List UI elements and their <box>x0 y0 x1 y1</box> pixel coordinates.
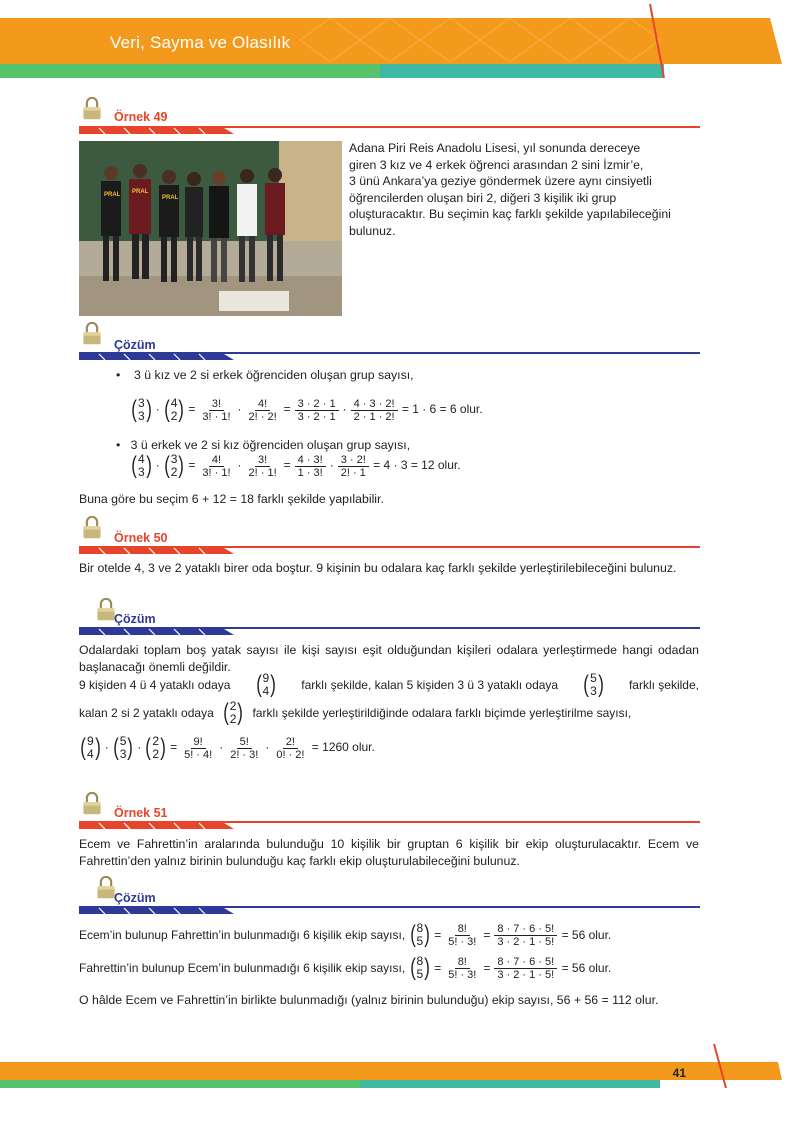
fraction: $\frac{4 \cdot 3!}{1 \cdot 3!}$ <box>295 454 326 479</box>
binomial: ( 2 2 ) <box>222 699 244 726</box>
example-51-title: Örnek 51 <box>114 806 168 820</box>
binomial: ( 4 3 ) <box>131 452 152 479</box>
binomial: ( 2 2 ) <box>145 734 166 761</box>
shirt-text: PRAL <box>104 192 121 198</box>
fraction: $\frac{9!}{5! \cdot 4!}$ <box>184 735 213 761</box>
bullet-2: • 3 ü erkek ve 2 si kız öğrenciden oluşan grup sayısı, <box>116 438 411 452</box>
formula-result: = 56 olur. <box>561 961 612 975</box>
bullet-1: • 3 ü kız ve 2 si erkek öğrenciden oluşan grup sayısı, <box>116 368 414 382</box>
fraction: $\frac{8!}{5! \cdot 3!}$ <box>448 955 477 981</box>
text-line: giren 3 kız ve 4 erkek öğrenci arasından 2 sini İzmir’e, <box>349 157 644 172</box>
text-line: öğrencilerden oluşan biri 2, diğeri 3 kişilik iki grup <box>349 190 617 205</box>
solution-50-title: Çözüm <box>114 612 156 626</box>
text-line: bulunuz. <box>349 223 396 238</box>
binomial: ( 8 5 ) <box>409 954 431 981</box>
text-line: 3 ünü Ankara’ya geziye göndermek üzere aynı cinsiyetli <box>349 174 652 188</box>
page-number: 41 <box>672 1066 686 1080</box>
fraction: $\frac{3 \cdot 2!}{2! \cdot 1}$ <box>338 454 369 479</box>
example-50-title: Örnek 50 <box>114 531 168 545</box>
section-divider <box>79 904 700 914</box>
shirt-text: PRAL <box>132 189 149 195</box>
formula-1: ( 3 3 ) · ( 4 2 ) = $\frac{3!}{3! \cdot 1!}$ · $\frac{4!}{2! \cdot 2!}$ = $\frac{3 \cdot 2 \cdot 1}{3 \cdot 2 \cdot 1}$ · $\frac{4 \cdot 3 \cdot 2!}{2 \cdot 1 \cdot 2!}$ = 1 · 6 = 6 olur. <box>131 396 483 423</box>
lock-icon <box>80 792 104 816</box>
fraction: $\frac{3!}{3! \cdot 1!}$ <box>202 397 231 423</box>
lock-icon <box>80 97 104 121</box>
solution-50-line-2: 9 kişiden 4 ü 4 yataklı odaya ( 9 4 ) farklı şekilde, kalan 5 kişiden 3 ü 3 yataklı odaya ( 5 3 ) farklı şekilde, <box>79 671 699 698</box>
fraction: $\frac{8!}{5! \cdot 3!}$ <box>448 922 477 948</box>
bullet-text: 3 ü kız ve 2 si erkek öğrenciden oluşan grup sayısı, <box>133 368 414 382</box>
binomial: ( 5 3 ) <box>112 734 134 761</box>
solution-50-line-3: kalan 2 si 2 yataklı odaya ( 2 2 ) farklı şekilde yerleştirildiğinde odalara farklı biçimde yerleştirilme sayısı, <box>79 699 632 726</box>
fraction: $\frac{3!}{2! \cdot 1!}$ <box>248 453 277 479</box>
section-divider <box>79 544 700 554</box>
fraction: $\frac{3 \cdot 2 \cdot 1}{3 \cdot 2 \cdot 1}$ <box>295 398 339 423</box>
text-line: oluşturacaktır. Bu seçimin kaç farklı şekilde yapılabileceğini <box>349 207 671 221</box>
binomial: ( 3 2 ) <box>163 452 185 479</box>
formula-result: = 1 · 6 = 6 olur. <box>401 402 483 417</box>
bullet-text: 3 ü erkek ve 2 si kız öğrenciden oluşan grup sayısı, <box>130 438 411 452</box>
solution-50-paragraph: Odalardaki toplam boş yatak sayısı ile kişi sayısı eşit olduğundan kişileri odalara yerleştirmede hangi odadan başlanacağı önemli değildir. <box>79 643 699 674</box>
lock-icon <box>80 516 104 540</box>
binomial: ( 8 5 ) <box>409 921 431 948</box>
fraction: $\frac{4!}{3! \cdot 1!}$ <box>202 453 231 479</box>
text-line: Adana Piri Reis Anadolu Lisesi, yıl sonunda dereceye <box>349 141 641 155</box>
fraction: $\frac{8 \cdot 7 \cdot 6 \cdot 5!}{3 \cdot 2 \cdot 1 \cdot 5!}$ <box>494 923 557 948</box>
example-49-text <box>349 140 701 239</box>
solution-51-line-2: Fahrettin’in bulunup Ecem’in bulunmadığı 6 kişilik ekip sayısı, ( 8 5 ) = $\frac{8!}{5! \cdot 3!}$ = $\frac{8 \cdot 7 \cdot 6 \cdot 5!}{3 \cdot 2 \cdot 1 \cdot 5!}$ = 56 olur. <box>79 954 612 981</box>
binomial: ( 9 4 ) <box>255 671 277 698</box>
example-51-text: Ecem ve Fahrettin’in aralarında bulunduğu 10 kişilik bir gruptan 6 kişilik bir ekip oluşturulacaktır. Ecem ve Fahrettin’den yalnız birinin bulunduğu kaç farklı ekip oluşturulabileceğini bulunuz. <box>79 837 699 868</box>
solution-51-line-1: Ecem’in bulunup Fahrettin’in bulunmadığı 6 kişilik ekip sayısı, ( 8 5 ) = $\frac{8!}{5! \cdot 3!}$ = $\frac{8 \cdot 7 \cdot 6 \cdot 5!}{3 \cdot 2 \cdot 1 \cdot 5!}$ = 56 olur. <box>79 921 612 948</box>
formula-result: = 56 olur. <box>561 928 612 942</box>
section-divider <box>79 625 700 635</box>
students-photo <box>79 141 342 316</box>
formula-3: ( 9 4 ) · ( 5 3 ) · ( 2 2 ) = $\frac{9!}{5! \cdot 4!}$ · $\frac{5!}{2! \cdot 3!}$ · $\frac{2!}{0! \cdot 2!}$ = 1260 olur. <box>80 734 375 761</box>
fraction: $\frac{4 \cdot 3 \cdot 2!}{2 \cdot 1 \cdot 2!}$ <box>351 398 398 423</box>
formula-result: = 4 · 3 = 12 olur. <box>373 458 461 473</box>
solution-49-title: Çözüm <box>114 338 156 352</box>
binomial: ( 4 2 ) <box>163 396 185 423</box>
page-header-title: Veri, Sayma ve Olasılık <box>110 33 291 52</box>
section-divider <box>79 350 700 360</box>
solution-49-conclusion: Buna göre bu seçim 6 + 12 = 18 farklı şekilde yapılabilir. <box>79 492 384 506</box>
fraction: $\frac{2!}{0! \cdot 2!}$ <box>276 735 305 761</box>
section-divider <box>79 819 700 829</box>
binomial: ( 9 4 ) <box>80 734 101 761</box>
formula-2: ( 4 3 ) · ( 3 2 ) = $\frac{4!}{3! \cdot 1!}$ · $\frac{3!}{2! \cdot 1!}$ = $\frac{4 \cdot 3!}{1 \cdot 3!}$ · $\frac{3 \cdot 2!}{2! \cdot 1}$ = 4 · 3 = 12 olur. <box>131 452 461 479</box>
binomial: ( 3 3 ) <box>131 396 152 423</box>
lock-icon <box>80 322 104 346</box>
fraction: $\frac{5!}{2! \cdot 3!}$ <box>230 735 259 761</box>
solution-51-conclusion: O hâlde Ecem ve Fahrettin’in birlikte bulunmadığı (yalnız birinin bulunduğu) ekip sayısı, 56 + 56 = 112 olur. <box>79 993 659 1007</box>
solution-51-title: Çözüm <box>114 891 156 905</box>
shirt-text: PRAL <box>162 195 179 201</box>
example-50-text: Bir otelde 4, 3 ve 2 yataklı birer oda boştur. 9 kişinin bu odalara kaç farklı şekilde yerleştirilebileceğini bulunuz. <box>79 561 677 575</box>
section-divider <box>79 124 700 134</box>
binomial: ( 5 3 ) <box>583 671 604 698</box>
footer-band <box>0 1040 794 1090</box>
fraction: $\frac{4!}{2! \cdot 2!}$ <box>248 397 277 423</box>
formula-result: = 1260 olur. <box>311 740 375 755</box>
fraction: $\frac{8 \cdot 7 \cdot 6 \cdot 5!}{3 \cdot 2 \cdot 1 \cdot 5!}$ <box>494 956 557 981</box>
example-49-title: Örnek 49 <box>114 110 168 124</box>
